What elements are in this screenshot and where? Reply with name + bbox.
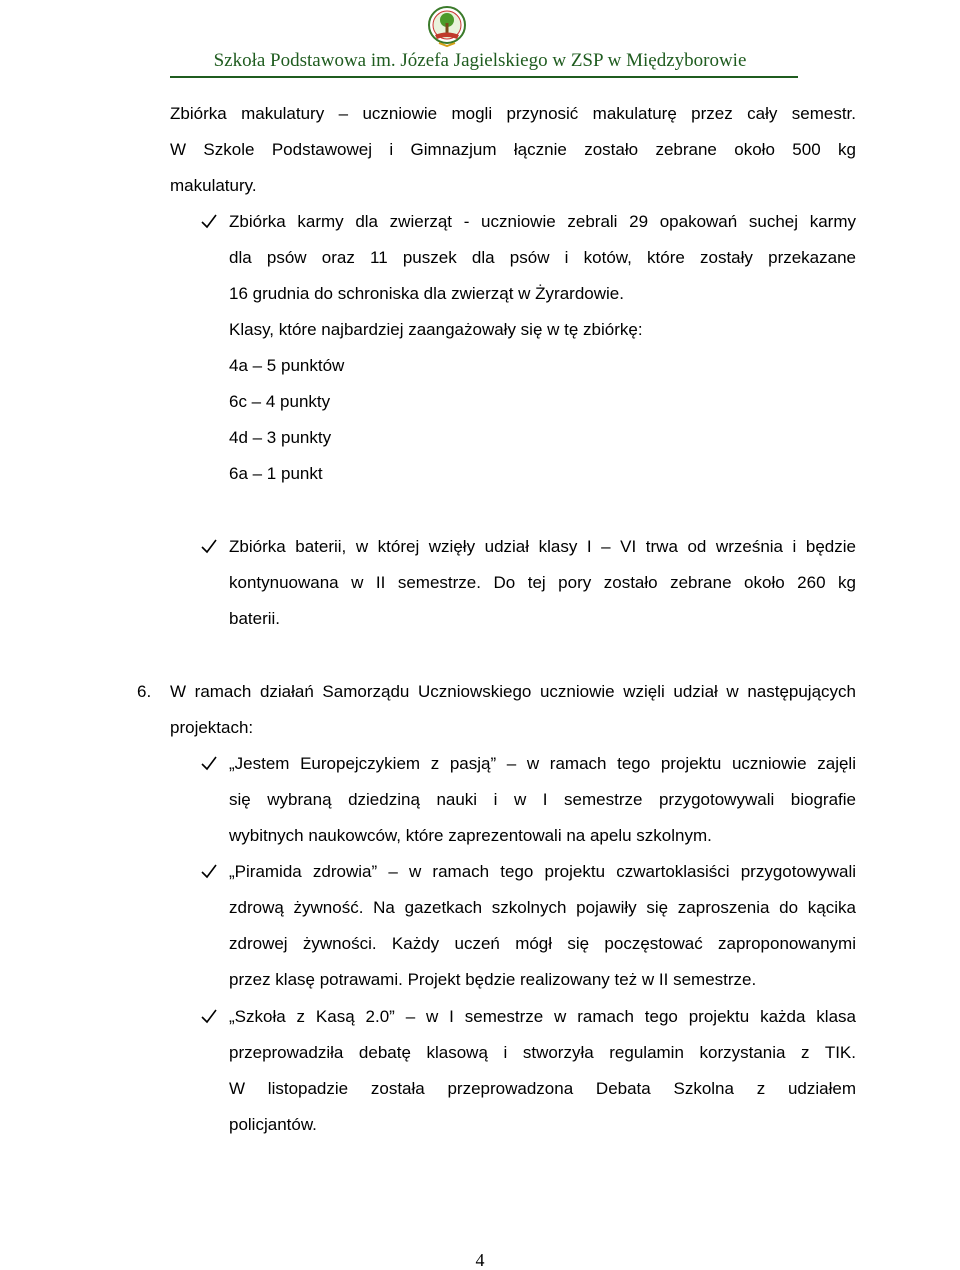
checkmark-icon (200, 862, 218, 880)
paper-collection-line-1: Zbiórka makulatury – uczniowie mogli przynosić makulaturę przez cały semestr. (170, 104, 856, 123)
project-europe-line-1: „Jestem Europejczykiem z pasją” – w ramach tego projektu uczniowie zajęli (229, 754, 856, 773)
class-score-4a: 4a – 5 punktów (229, 356, 345, 375)
checkmark-icon (200, 1007, 218, 1025)
section-6-line-2: projektach: (170, 718, 254, 737)
battery-collection-line-2: kontynuowana w II semestrze. Do tej pory zostało zebrane około 260 kg (229, 573, 856, 592)
project-pyramid-line-2: zdrową żywność. Na gazetkach szkolnych pojawiły się zaproszenia do kącika (229, 898, 856, 917)
battery-collection-line-1: Zbiórka baterii, w której wzięły udział klasy I – VI trwa od września i będzie (229, 537, 856, 556)
page-number: 4 (475, 1250, 485, 1270)
header-divider (170, 76, 798, 78)
classes-intro: Klasy, które najbardziej zaangażowały się w tę zbiórkę: (229, 320, 643, 339)
pet-food-line-3: 16 grudnia do schroniska dla zwierząt w Żyrardowie. (229, 284, 624, 303)
project-pyramid-line-4: przez klasę potrawami. Projekt będzie realizowany też w II semestrze. (229, 970, 757, 989)
class-score-4d: 4d – 3 punkty (229, 428, 332, 447)
section-number: 6. (137, 682, 152, 701)
project-pyramid-line-1: „Piramida zdrowia” – w ramach tego projektu czwartoklasiści przygotowywali (229, 862, 856, 881)
school-logo (427, 5, 467, 49)
school-name-header: Szkoła Podstawowa im. Józefa Jagielskiego w ZSP w Międzyborowie (213, 50, 747, 71)
project-cash-line-3: W listopadzie została przeprowadzona Debata Szkolna z udziałem (229, 1079, 856, 1098)
pet-food-line-2: dla psów oraz 11 puszek dla psów i kotów, które zostały przekazane (229, 248, 856, 267)
project-europe-line-3: wybitnych naukowców, które zaprezentowali na apelu szkolnym. (229, 826, 712, 845)
checkmark-icon (200, 754, 218, 772)
checkmark-icon (200, 537, 218, 555)
project-europe-line-2: się wybraną dziedziną nauki i w I semestrze przygotowywali biografie (229, 790, 856, 809)
pet-food-line-1: Zbiórka karmy dla zwierząt - uczniowie zebrali 29 opakowań suchej karmy (229, 212, 856, 231)
project-pyramid-line-3: zdrowej żywności. Każdy uczeń mógł się poczęstować zaproponowanymi (229, 934, 856, 953)
paper-collection-line-2: W Szkole Podstawowej i Gimnazjum łącznie zostało zebrane około 500 kg (170, 140, 856, 159)
project-cash-line-4: policjantów. (229, 1115, 317, 1134)
project-cash-line-2: przeprowadziła debatę klasową i stworzyła regulamin korzystania z TIK. (229, 1043, 856, 1062)
project-cash-line-1: „Szkoła z Kasą 2.0” – w I semestrze w ramach tego projektu każda klasa (229, 1007, 856, 1026)
checkmark-icon (200, 212, 218, 230)
class-score-6a: 6a – 1 punkt (229, 464, 323, 483)
class-score-6c: 6c – 4 punkty (229, 392, 331, 411)
paper-collection-line-3: makulatury. (170, 176, 257, 195)
section-6-line-1: W ramach działań Samorządu Uczniowskiego uczniowie wzięli udział w następujących (170, 682, 856, 701)
battery-collection-line-3: baterii. (229, 609, 281, 628)
